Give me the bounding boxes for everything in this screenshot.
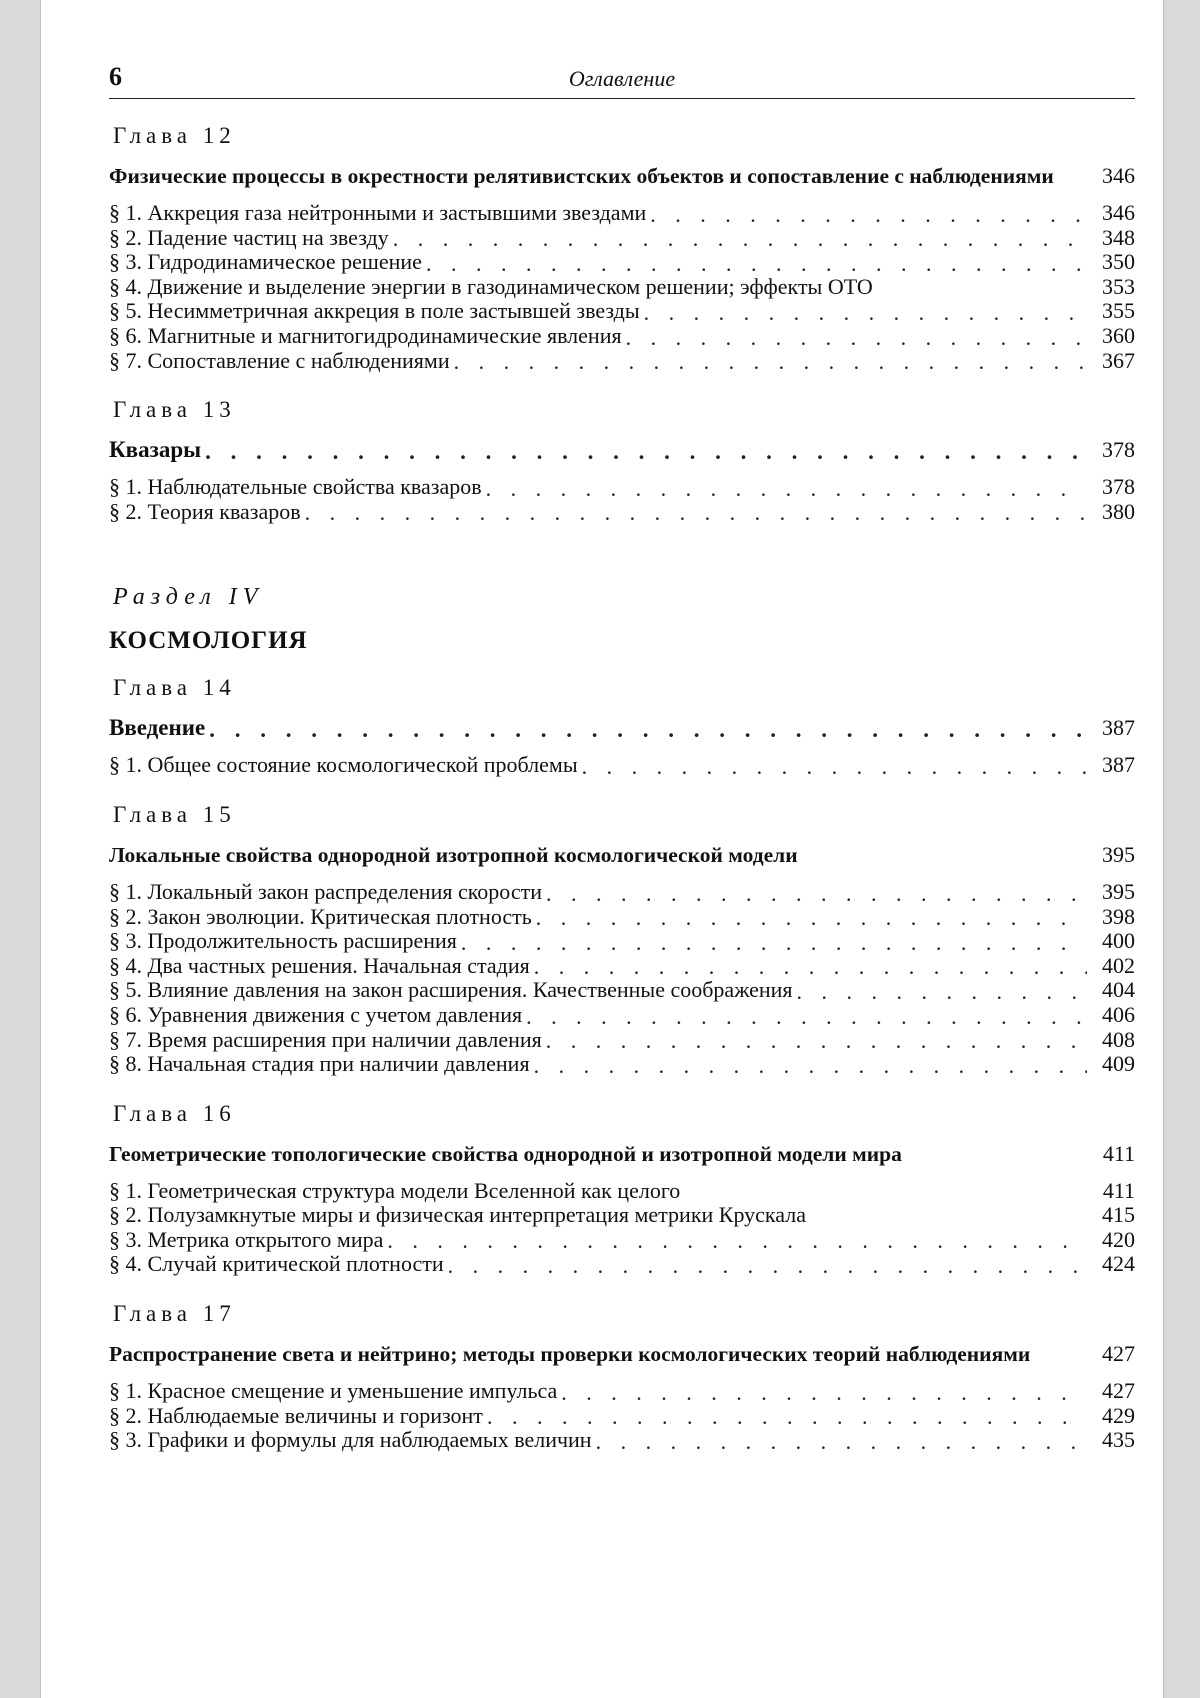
dot-leader bbox=[486, 478, 1087, 500]
entry-title: § 2. Наблюдаемые величины и горизонт bbox=[109, 1402, 483, 1428]
dot-leader bbox=[426, 253, 1087, 275]
dot-leader bbox=[461, 932, 1087, 954]
dot-leader bbox=[534, 1055, 1087, 1077]
entry-page: 435 bbox=[1102, 1427, 1135, 1453]
chapter-label: Глава 15 bbox=[113, 801, 236, 827]
chapter-title-row[interactable] bbox=[109, 1141, 1135, 1167]
entry-title: § 2. Падение частиц на звезду bbox=[109, 224, 389, 250]
dot-leader bbox=[582, 756, 1087, 778]
dot-leader bbox=[546, 883, 1087, 905]
entry-page: 424 bbox=[1102, 1251, 1135, 1277]
entry-page: 427 bbox=[1102, 1378, 1135, 1404]
toc-entry[interactable] bbox=[109, 1428, 1135, 1453]
entry-title: § 3. Продолжительность расширения bbox=[109, 928, 457, 954]
dot-leader bbox=[536, 907, 1087, 929]
dot-leader bbox=[626, 327, 1087, 349]
chapter-title-row[interactable] bbox=[109, 842, 1135, 868]
entry-page: 355 bbox=[1102, 298, 1135, 324]
entry-page: 348 bbox=[1102, 224, 1135, 250]
toc-entry[interactable] bbox=[109, 500, 1135, 525]
toc-entry[interactable] bbox=[109, 929, 1135, 954]
toc-entry[interactable] bbox=[109, 349, 1135, 374]
entry-title: § 5. Несимметричная аккреция в поле застывшей звезды bbox=[109, 298, 640, 324]
dot-leader bbox=[546, 1030, 1087, 1052]
toc-content bbox=[109, 60, 1135, 1457]
entry-page: 406 bbox=[1102, 1001, 1135, 1027]
toc-entry[interactable] bbox=[109, 1203, 1135, 1228]
toc-entry[interactable] bbox=[109, 1028, 1135, 1053]
toc-entry[interactable] bbox=[109, 250, 1135, 275]
entry-title: § 6. Уравнения движения с учетом давления bbox=[109, 1001, 523, 1027]
toc-entry[interactable] bbox=[109, 1404, 1135, 1429]
toc-entry[interactable] bbox=[109, 880, 1135, 905]
dot-leader bbox=[305, 502, 1087, 524]
part-label: Раздел IV bbox=[113, 584, 264, 611]
entry-page: 398 bbox=[1102, 903, 1135, 929]
entry-title: § 3. Графики и формулы для наблюдаемых величин bbox=[109, 1427, 592, 1453]
dot-leader bbox=[644, 302, 1087, 324]
entry-title: § 2. Полузамкнутые миры и физическая интерпретация метрики Крускала bbox=[109, 1202, 806, 1228]
entry-title: § 1. Красное смещение и уменьшение импульса bbox=[109, 1378, 558, 1404]
dot-leader bbox=[534, 956, 1087, 978]
dot-leader bbox=[393, 228, 1087, 250]
page-number: 6 bbox=[109, 62, 122, 91]
entry-page: 420 bbox=[1102, 1226, 1135, 1252]
entry-title: § 1. Геометрическая структура модели Вселенной как целого bbox=[109, 1177, 681, 1203]
toc-entry[interactable] bbox=[109, 978, 1135, 1003]
dot-leader bbox=[561, 1382, 1087, 1404]
toc-entry[interactable] bbox=[109, 1379, 1135, 1404]
entry-title: § 1. Локальный закон распределения скорости bbox=[109, 878, 543, 904]
chapter-title: Квазары bbox=[109, 437, 202, 463]
chapter-title: Локальные свойства однородной изотропной космологической модели bbox=[109, 842, 798, 867]
section-list bbox=[109, 1179, 1135, 1277]
entry-page: 429 bbox=[1102, 1402, 1135, 1428]
toc-entry[interactable] bbox=[109, 226, 1135, 251]
dot-leader bbox=[650, 204, 1087, 226]
chapter-title-row[interactable] bbox=[109, 163, 1135, 189]
chapter-title: Физические процессы в окрестности релятивистских объектов и сопоставление с наблюдениями bbox=[109, 164, 1054, 188]
chapter-label: Глава 12 bbox=[113, 123, 236, 148]
entry-title: § 1. Общее состояние космологической проблемы bbox=[109, 752, 578, 778]
toc-entry[interactable] bbox=[109, 1228, 1135, 1253]
dot-leader bbox=[448, 1255, 1087, 1277]
entry-page: 408 bbox=[1102, 1026, 1135, 1052]
toc-entry[interactable] bbox=[109, 753, 1135, 778]
dot-leader bbox=[209, 718, 1087, 741]
dot-leader bbox=[526, 1006, 1087, 1028]
dot-leader bbox=[487, 1406, 1087, 1428]
toc-entry[interactable] bbox=[109, 299, 1135, 324]
chapter-title-row[interactable] bbox=[109, 1341, 1135, 1367]
chapter-title: Введение bbox=[109, 715, 206, 741]
chapter-page: 346 bbox=[1102, 163, 1135, 188]
entry-page: 350 bbox=[1102, 249, 1135, 275]
entry-page: 404 bbox=[1102, 977, 1135, 1003]
toc-entry[interactable] bbox=[109, 275, 1135, 300]
running-head bbox=[109, 60, 1135, 99]
entry-title: § 6. Магнитные и магнитогидродинамические явления bbox=[109, 322, 622, 348]
section-list bbox=[109, 880, 1135, 1077]
entry-page: 378 bbox=[1102, 474, 1135, 500]
chapter-page: 378 bbox=[1102, 437, 1135, 463]
entry-title: § 1. Аккреция газа нейтронными и застывшими звездами bbox=[109, 200, 647, 225]
entry-title: § 7. Время расширения при наличии давления bbox=[109, 1026, 542, 1052]
toc-entry[interactable] bbox=[109, 1052, 1135, 1077]
entry-page: 367 bbox=[1102, 347, 1135, 373]
chapter-title-row[interactable] bbox=[109, 437, 1135, 463]
toc-entry[interactable] bbox=[109, 905, 1135, 930]
entry-page: 395 bbox=[1102, 878, 1135, 904]
part-title: КОСМОЛОГИЯ bbox=[109, 627, 308, 655]
section-list bbox=[109, 475, 1135, 524]
toc-entry[interactable] bbox=[109, 475, 1135, 500]
chapter-label: Глава 14 bbox=[113, 675, 236, 701]
dot-leader bbox=[797, 981, 1087, 1003]
entry-page: 409 bbox=[1102, 1051, 1135, 1077]
chapter-title-row[interactable] bbox=[109, 715, 1135, 741]
toc-entry[interactable] bbox=[109, 201, 1135, 226]
chapter-page: 411 bbox=[1102, 1140, 1135, 1166]
entry-title: § 4. Случай критической плотности bbox=[109, 1251, 444, 1277]
entry-page: 400 bbox=[1102, 928, 1135, 954]
book-page bbox=[40, 0, 1164, 1698]
entry-title: § 4. Два частных решения. Начальная стадия bbox=[109, 952, 530, 978]
toc-entry[interactable] bbox=[109, 1179, 1135, 1204]
chapter-title: Распространение света и нейтрино; методы проверки космологических теорий наблюдениями bbox=[109, 1342, 1031, 1367]
dot-leader bbox=[454, 351, 1087, 373]
entry-title: § 1. Наблюдательные свойства квазаров bbox=[109, 474, 482, 500]
entry-page: 353 bbox=[1102, 273, 1135, 299]
toc-entry[interactable] bbox=[109, 1003, 1135, 1028]
dot-leader bbox=[596, 1431, 1087, 1453]
chapter-page: 387 bbox=[1102, 715, 1135, 741]
section-list bbox=[109, 753, 1135, 778]
toc-entry[interactable] bbox=[109, 954, 1135, 979]
toc-entry[interactable] bbox=[109, 324, 1135, 349]
entry-title: § 2. Закон эволюции. Критическая плотность bbox=[109, 903, 532, 929]
entry-page: 346 bbox=[1102, 200, 1135, 225]
chapter-label: Глава 16 bbox=[113, 1100, 236, 1126]
chapter-title: Геометрические топологические свойства однородной и изотропной модели мира bbox=[109, 1141, 902, 1166]
entry-title: § 5. Влияние давления на закон расширения. Качественные соображения bbox=[109, 977, 793, 1003]
chapter-label: Глава 13 bbox=[113, 397, 236, 423]
entry-title: § 3. Метрика открытого мира bbox=[109, 1226, 384, 1252]
chapter-page: 395 bbox=[1102, 841, 1135, 867]
entry-title: § 2. Теория квазаров bbox=[109, 498, 301, 524]
chapter-page: 427 bbox=[1102, 1341, 1135, 1367]
section-list bbox=[109, 1379, 1135, 1453]
dot-leader bbox=[387, 1230, 1087, 1252]
entry-page: 402 bbox=[1102, 952, 1135, 978]
entry-title: § 8. Начальная стадия при наличии давления bbox=[109, 1051, 530, 1077]
section-list bbox=[109, 201, 1135, 373]
entry-page: 411 bbox=[1102, 1177, 1135, 1203]
entry-page: 415 bbox=[1102, 1202, 1135, 1228]
toc-entry[interactable] bbox=[109, 1252, 1135, 1277]
entry-title: § 4. Движение и выделение энергии в газодинамическом решении; эффекты ОТО bbox=[109, 273, 873, 299]
entry-page: 360 bbox=[1102, 322, 1135, 348]
dot-leader bbox=[205, 440, 1087, 463]
entry-page: 380 bbox=[1102, 498, 1135, 524]
entry-page: 387 bbox=[1102, 752, 1135, 778]
running-title: Оглавление bbox=[568, 66, 676, 91]
entry-title: § 7. Сопоставление с наблюдениями bbox=[109, 347, 450, 373]
entry-title: § 3. Гидродинамическое решение bbox=[109, 249, 422, 275]
chapter-label: Глава 17 bbox=[113, 1301, 236, 1327]
